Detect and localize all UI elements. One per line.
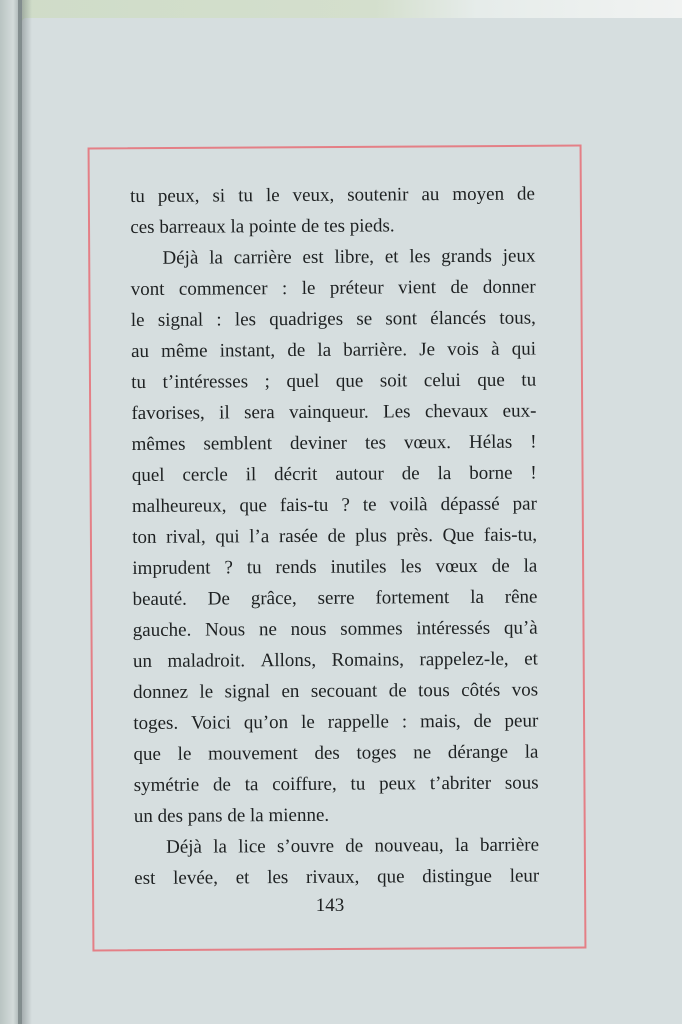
text-line: imprudent ? tu rends inutiles les vœux de la: [132, 555, 538, 579]
text-line: un des pans de la mienne.: [133, 804, 330, 827]
text-line: que le mouvement des toges ne dérange la: [133, 741, 539, 765]
text-line: mêmes semblent deviner tes vœux. Hélas !: [131, 431, 537, 455]
text-line: quel cercle il décrit autour de la borne !: [131, 462, 537, 486]
text-line: ton rival, qui l’a rasée de plus près. Que fais-tu,: [132, 524, 538, 548]
text-line: favorises, il sera vainqueur. Les chevaux eux-: [131, 400, 537, 424]
text-line: au même instant, de la barrière. Je vois à qui: [130, 338, 537, 362]
text-line: un maladroit. Allons, Romains, rappelez-le, et: [132, 648, 538, 672]
text-line: Déjà la carrière est libre, et les grands jeux: [162, 245, 536, 269]
book-gutter-shadow: [18, 0, 32, 1024]
text-line: vont commencer : le préteur vient de donner: [130, 276, 536, 300]
text-line: tu t’intéresses ; quel que soit celui que tu: [131, 369, 537, 393]
text-line: est levée, et les rivaux, que distingue leur: [134, 865, 540, 889]
text-line: Déjà la lice s’ouvre de nouveau, la barrière: [166, 834, 540, 858]
text-line: tu peux, si tu le veux, soutenir au moyen de: [130, 183, 536, 207]
text-line: toges. Voici qu’on le rappelle : mais, de peur: [133, 710, 539, 734]
text-line: malheureux, que fais-tu ? te voilà dépassé par: [131, 493, 537, 517]
text-line: le signal : les quadriges se sont élancés tous,: [130, 307, 536, 331]
text-line: gauche. Nous ne nous sommes intéressés qu’à: [132, 617, 538, 641]
text-line: ces barreaux la pointe de tes pieds.: [130, 215, 395, 238]
text-line: beauté. De grâce, serre fortement la rêne: [132, 586, 538, 610]
text-line: symétrie de ta coiffure, tu peux t’abriter sous: [133, 772, 539, 796]
page-body-text: [130, 179, 539, 894]
page-number: 143: [315, 895, 345, 916]
text-line: donnez le signal en secouant de tous côtés vos: [133, 679, 539, 703]
